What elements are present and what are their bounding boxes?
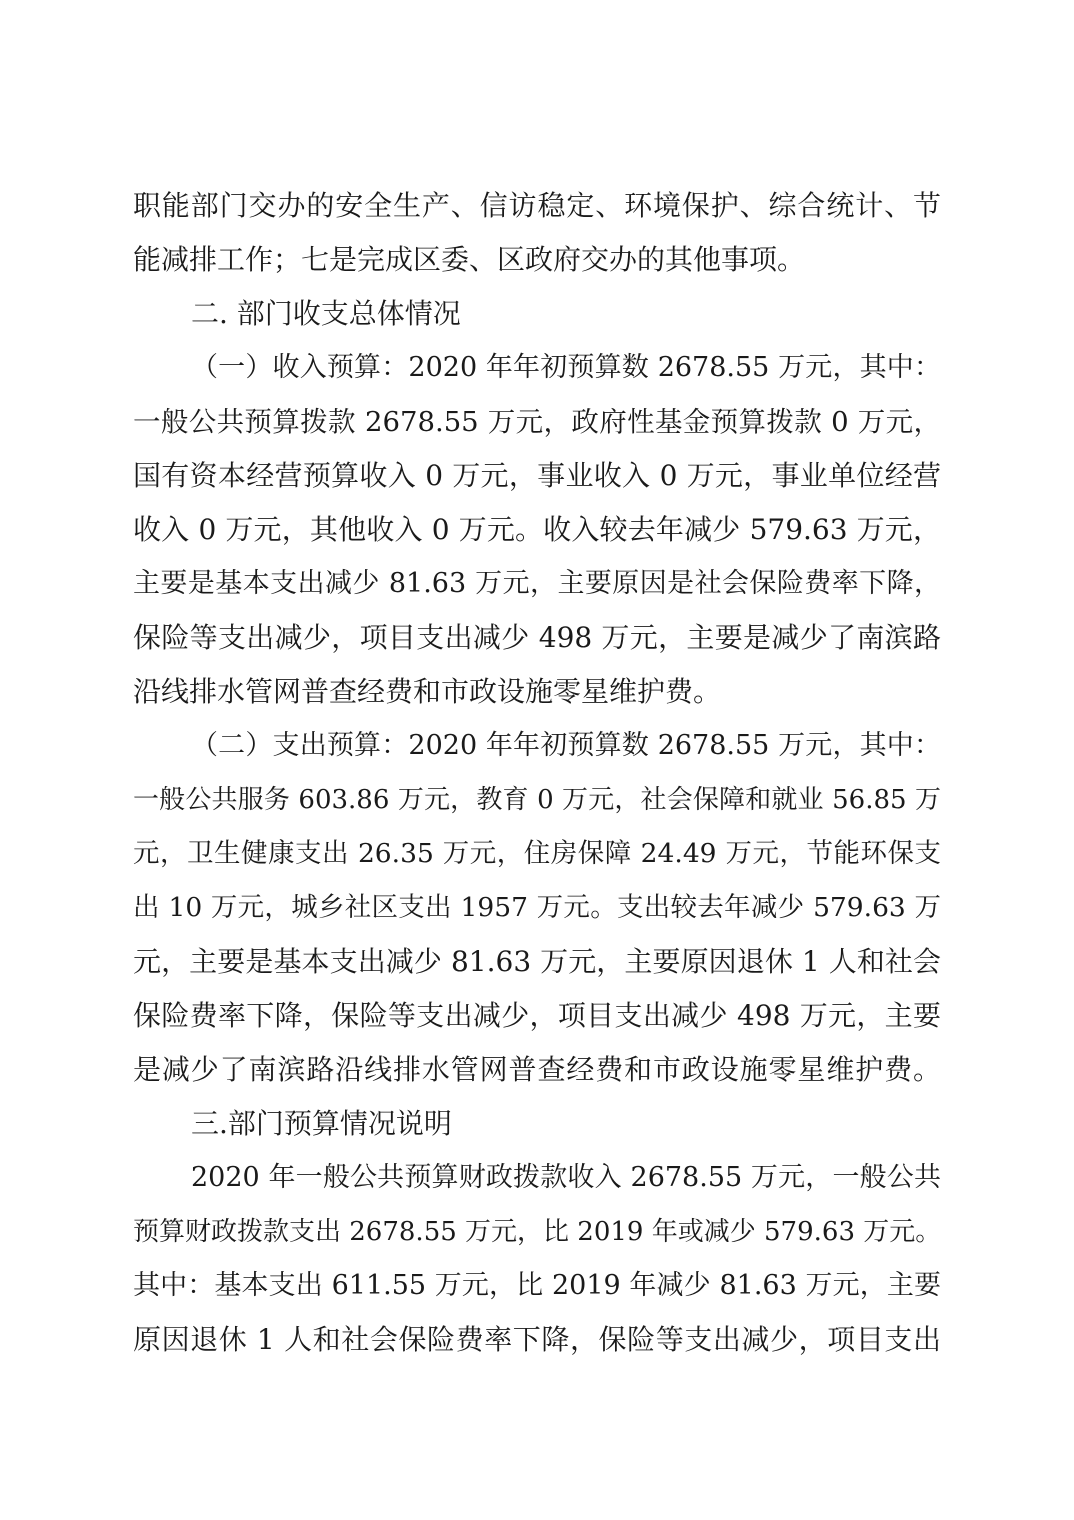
body-line-1: 职能部门交办的安全生产、信访稳定、环境保护、综合统计、节 [133, 189, 941, 222]
body-line-17: 是减少了南滨路沿线排水管网普查经费和市政设施零星维护费。 [133, 1053, 941, 1086]
body-line-22: 原因退休 1 人和社会保险费率下降，保险等支出减少，项目支出 [133, 1323, 941, 1356]
body-line-19: 2020 年一般公共预算财政拨款收入 2678.55 万元，一般公共 [191, 1162, 941, 1193]
body-line-20: 预算财政拨款支出 2678.55 万元，比 2019 年或减少 579.63 万元。 [133, 1217, 942, 1247]
body-line-4: （一）收入预算：2020 年年初预算数 2678.55 万元，其中： [191, 352, 941, 383]
body-line-6: 国有资本经营预算收入 0 万元，事业收入 0 万元，事业单位经营 [133, 459, 941, 492]
body-line-12: 一般公共服务 603.86 万元，教育 0 万元，社会保障和就业 56.85 万 [133, 785, 941, 815]
body-line-8: 主要是基本支出减少 81.63 万元，主要原因是社会保险费率下降， [133, 568, 941, 599]
body-line-15: 元，主要是基本支出减少 81.63 万元，主要原因退休 1 人和社会 [133, 945, 941, 978]
body-line-16: 保险费率下降，保险等支出减少，项目支出减少 498 万元，主要 [133, 999, 941, 1032]
body-line-11: （二）支出预算：2020 年年初预算数 2678.55 万元，其中： [191, 730, 941, 761]
body-line-5: 一般公共预算拨款 2678.55 万元，政府性基金预算拨款 0 万元， [133, 406, 941, 438]
section-heading-3: 三.部门预算情况说明 [191, 1107, 452, 1140]
body-line-9: 保险等支出减少，项目支出减少 498 万元，主要是减少了南滨路 [133, 621, 941, 654]
body-line-10: 沿线排水管网普查经费和市政设施零星维护费。 [133, 675, 722, 708]
section-heading-2: 二. 部门收支总体情况 [191, 297, 461, 330]
body-line-7: 收入 0 万元，其他收入 0 万元。收入较去年减少 579.63 万元， [133, 513, 941, 546]
body-line-2: 能减排工作；七是完成区委、区政府交办的其他事项。 [133, 243, 806, 276]
body-line-21: 其中：基本支出 611.55 万元，比 2019 年减少 81.63 万元，主要 [133, 1270, 941, 1301]
body-line-13: 元，卫生健康支出 26.35 万元，住房保障 24.49 万元，节能环保支 [133, 838, 941, 869]
body-line-14: 出 10 万元，城乡社区支出 1957 万元。支出较去年减少 579.63 万 [133, 892, 941, 923]
